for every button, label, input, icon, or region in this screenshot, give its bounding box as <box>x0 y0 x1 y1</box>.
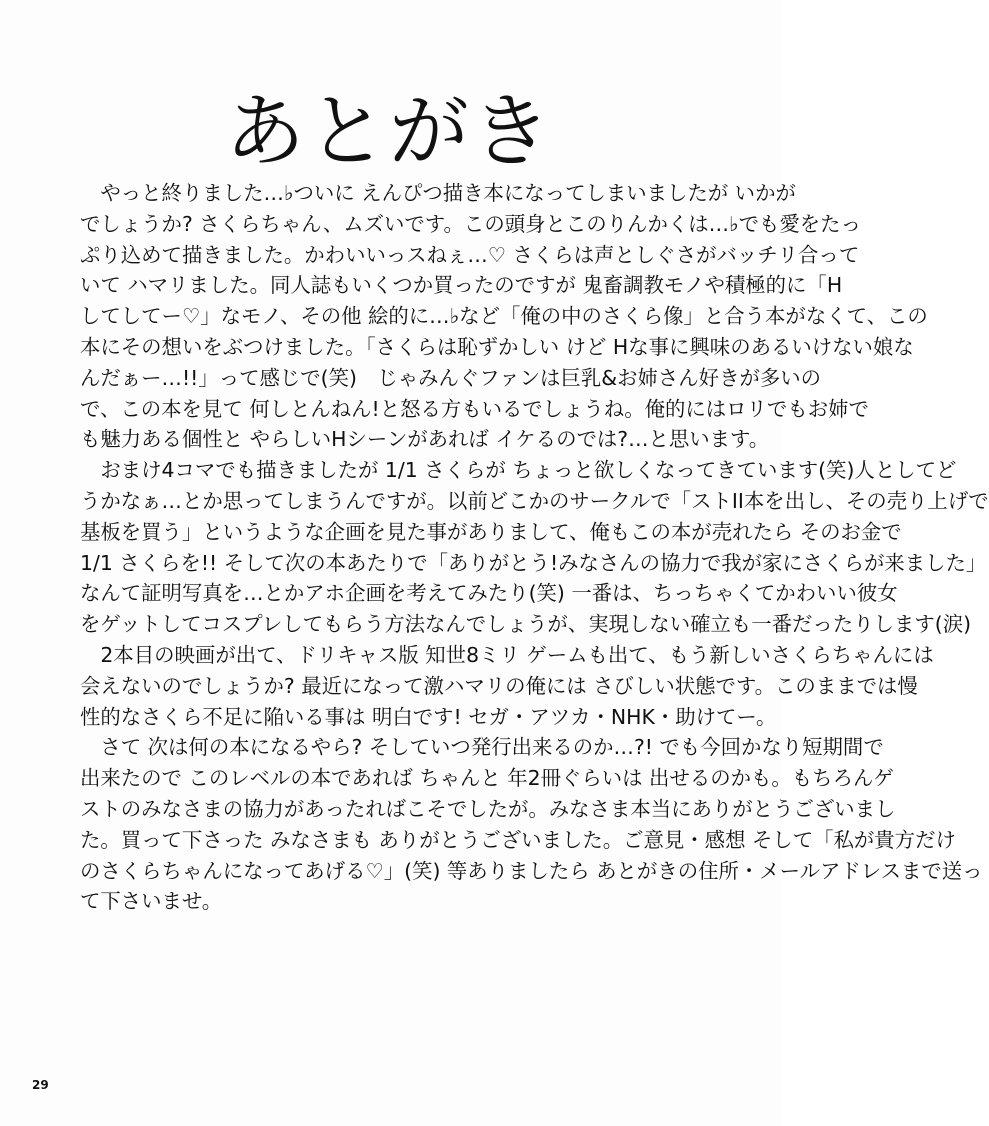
afterword-body <box>80 178 989 917</box>
paragraph-3 <box>80 640 934 732</box>
text-line: も魅力ある個性と やらしいHシーンがあれば イケるのでは?…と思います。 <box>80 427 770 452</box>
text-line: 性的なさくら不足に陥いる事は 明白です! セガ・アツカ・NHK・助けてー。 <box>80 704 777 729</box>
text-line: て下さいませ。 <box>80 889 223 914</box>
text-line: をゲットしてコスプレしてもらう方法なんでしょうが、実現しない確立も一番だったりします(涙) <box>80 612 972 637</box>
text-line: のさくらちゃんになってあげる♡」(笑) 等ありましたら あとがきの住所・メールアドレスまで送っ <box>80 858 983 883</box>
text-line: 出来たので このレベルの本であれば ちゃんと 年2冊ぐらいは 出せるのかも。もちろんゲ <box>80 766 894 791</box>
text-line: 本にその想いをぶつけました。「さくらは恥ずかしい けど Hな事に興味のあるいけない娘な <box>80 334 914 359</box>
paragraph-1 <box>80 178 928 455</box>
text-line: やっと終りました…♭ついに えんぴつ描き本になってしまいましたが いかが <box>100 181 796 205</box>
text-line: うかなぁ…とか思ってしまうんですが。以前どこかのサークルで「ストII本を出し、その売り上げで <box>80 488 989 513</box>
text-line: なんて証明写真を…とかアホ企画を考えてみたり(笑) 一番は、ちっちゃくてかわいい彼女 <box>80 581 898 606</box>
text-line: 基板を買う」というような企画を見た事がありまして、俺もこの本が売れたら そのお金で <box>80 519 902 544</box>
text-line: してしてー♡」なモノ、その他 絵的に…♭など「俺の中のさくら像」と合う本がなくて、この <box>80 304 928 329</box>
text-line: いて ハマリました。同人誌もいくつか買ったのですが 鬼畜調教モノや積極的に「H <box>80 273 843 298</box>
text-line: おまけ4コマでも描きましたが 1/1 さくらが ちょっと欲しくなってきています(笑)人としてど <box>100 458 957 483</box>
text-line: んだぁー…!!」って感じで(笑) じゃみんぐファンは巨乳&お姉さん好きが多いの <box>80 365 822 390</box>
text-line: 会えないのでしょうか? 最近になって激ハマリの俺には さびしい状態です。このままでは慢 <box>80 673 918 698</box>
text-line: で、この本を見て 何しとんねん!と怒る方もいるでしょうね。俺的にはロリでもお姉で <box>80 396 869 421</box>
text-line: さて 次は何の本になるやら? そしていつ発行出来るのか…?! でも今回かなり短期間で <box>100 735 884 760</box>
text-line: ストのみなさまの協力があったればこそでしたが。みなさま本当にありがとうございまし <box>80 796 896 821</box>
text-line: 1/1 さくらを!! そして次の本あたりで「ありがとう!みなさんの協力で我が家にさくらが来ました」 <box>80 550 987 575</box>
page-number: 29 <box>32 1078 49 1092</box>
paragraph-4 <box>80 732 983 917</box>
paragraph-2 <box>80 455 989 640</box>
text-line: でしょうか? さくらちゃん、ムズいです。この頭身とこのりんかくは…♭でも愛をたっ <box>80 211 861 236</box>
text-line: た。買って下さった みなさまも ありがとうございました。ご意見・感想 そして「私が貴方だけ <box>80 827 956 852</box>
page-title: あとがき <box>225 85 553 178</box>
text-line: 2本目の映画が出て、ドリキャス版 知世8ミリ ゲームも出て、もう新しいさくらちゃんには <box>100 642 934 667</box>
text-line: ぷり込めて描きました。かわいいっスねぇ…♡ さくらは声としぐさがバッチリ合って <box>80 242 860 267</box>
